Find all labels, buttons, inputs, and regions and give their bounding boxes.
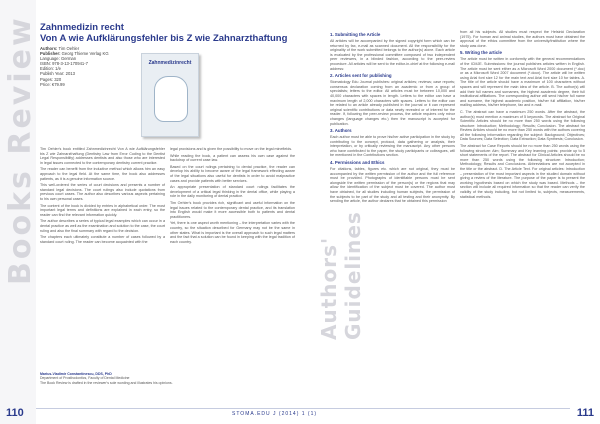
book-cover-title: Zahnmedizinrecht xyxy=(148,60,192,66)
paragraph: from all his subjects. All studies must respect the Helsinki Declaration (1975). For human and animal studies, the authors must have obtained the approval of the ethics committee from the university/institution where the study was done. xyxy=(460,30,585,48)
review-column-1 xyxy=(40,147,165,395)
footer-rule xyxy=(36,408,570,409)
paragraph: For citations, tables, figures etc. which are not original, they must be accompanied by the written permission of the author and the full reference must be provided. Photographs of identifiable persons must be sent alongside the written permission of the person(s) or the regions that may allow the identification of the subject must be covered. The author must have obtained, for all studies including human subjects, the permission of the subjects to be part of the study and all testing and their anonymity. By sending the article, the author declares that he obtained this permission xyxy=(330,167,455,204)
paragraph: This well-ordered the series of court decisions and presents a number of standard legal decisions. The court rulings also include quotations from previous court cases. The author also describes various aspects pertaining to his own personal cases. xyxy=(40,183,165,201)
section-heading: 2. Articles sent for publishing xyxy=(330,73,392,79)
article-title xyxy=(40,22,320,44)
page-number-left: 110 xyxy=(6,407,24,419)
article-title-line2: Von A wie Aufklärungsfehler bis Z wie Zahnarzthaftung xyxy=(40,33,288,44)
paragraph: While reading the book, a patient can assess his own case against the backdrop of current case law. xyxy=(170,153,295,163)
guidelines-column-2 xyxy=(460,30,585,410)
paragraph: The article must be written in conformity with the general recommendations of the ICMJE. Submissions: the journal publishes articles written in English. The article must be sent either as a Microsoft Word 2000 document (*.doc) or as a Microsoft Word 2007 document (*.docx). The article will be written using Arial font size 12 for the main text and Arial font size 10 for tables. A. The title of the article should have a maximum of 100 characters without spaces and will represent the main idea of the article. B. The author(s) will add their full names and surnames, the highest academic degree, their full institutional affiliations. The corresponding author will send his/her full name and surname, the highest academic position, his/her full affiliation, his/her mailing address, his/her telephone, fax and e-mail. xyxy=(460,57,585,108)
paragraph: All articles will be accompanied by the signed copyright form which can be returned by fax, e-mail as scanned document. All the responsibility for the originality of the work submitted belongs to the author(s) alone. Each article is evaluated by the professional committee composed of two independent peer reviewers, in a blinded fashion, according to the peer-review procedure. All articles will be sent to the editor-in-chief at the following e-mail address: xyxy=(330,39,455,71)
guidelines-column-1 xyxy=(330,30,455,410)
paragraph: Tim Oehler's book provides rich, significant and useful information on the legal issues related to the contemporary dental practice, and its translation into English would make it more accessible both to patients and dental practitioners. xyxy=(170,200,295,219)
paragraph: Tim Oehler's book entitled Zahnmedizinrecht Von A wie Aufklärungsfehler bis Z wie Zahnarzthaftung (Dentistry Law from Error Coding to the Dentist Legal Responsibility) addresses dentists and also those who are interested in legal issues connected to the contemporary dentistry current practice. xyxy=(40,147,165,165)
paragraph: The abstract for Case Reports should be no more than 250 words using the following structure: Aim; Summary and Key learning points: provide up to 5 short statements of the report. The abstract for Clinical Articles should be no more than 250 words using the following structure: Introduction; Methodology; Results and Conclusions. Abbreviations are not accepted in the title or the abstract. D. The Article Text. For original articles: Introduction – presentation of the most important aspects in the studied domain without giving a review of the literature. The purpose of the paper is to present the working hypothesis based on which the study was based. Methods – the section will include all required information so that the reader can verify the validity of the study including, but not limited to, subjects, measurements, statistical methods. xyxy=(460,144,585,199)
meta-row: Price: €79.99 xyxy=(40,81,65,87)
paragraph: The reader can benefit from the inductive method which allows him an easy approach to the legal field. At the same time, the book also addresses patients, as it is a genuine information source. xyxy=(40,167,165,181)
section-heading: 3. Authors xyxy=(330,128,352,134)
paragraph: The content of the book is divided by entries in alphabetical order. The most important legal terms and definitions are explained in each entry, so the reader can find the relevant information quickly. xyxy=(40,203,165,217)
tooth-illustration xyxy=(154,76,188,122)
meta-row: Pages: 320 xyxy=(40,76,62,82)
reviewer-name: Marius-Vladimir Constantinescu, DDS, PhD xyxy=(40,372,112,376)
review-column-2 xyxy=(170,147,295,395)
section-label-authors-guidelines: Authors' Guidelines xyxy=(317,211,365,340)
book-metadata xyxy=(40,46,140,87)
reviewer-detail: Department of Prosthodontics, Faculty of Dental Medicine xyxy=(40,376,130,381)
reviewer-note: The Book Review is drafted in the reviewer's sole wording and illustrates his opinions. xyxy=(40,380,173,385)
journal-citation: STOMA.EDU J (2014) 1 (1) xyxy=(232,411,318,417)
paragraph: The author describes a series of typical legal examples which can occur in a dental practice as well as the examination and solution to the case, the court ruling and also the final summary with regard to the decision. xyxy=(40,219,165,233)
reviewer-info xyxy=(40,372,290,385)
paragraph: legal provisions and is given the possibility to move on the legal minefields. xyxy=(170,147,293,151)
section-label-books-review: Books Review xyxy=(3,15,38,285)
meta-row: Language: German xyxy=(40,56,77,62)
book-cover-image xyxy=(141,53,199,137)
page-number-right: 111 xyxy=(576,407,594,419)
paragraph: An appropriate presentation of standard court rulings facilitates the development of a critical legal thinking in the dental office, while playing a role in the daily monitoring of dental practice. xyxy=(170,185,295,199)
paragraph: Based on the court rulings pertaining to dental practice, the reader can develop his ability to become aware of the legal framework effecting aware of the legal situations also useful for dentists in order to avoid malpractice cases and provide patients with better services. xyxy=(170,164,295,183)
meta-row: Authors: Tim Oehler xyxy=(40,46,80,51)
meta-row: Publish Year: 2013 xyxy=(40,71,75,77)
meta-row: Edition: 1/e xyxy=(40,66,61,72)
section-heading: 5. Writing the article xyxy=(460,50,502,56)
section-heading: 4. Permissions and Ethics xyxy=(330,160,385,166)
paragraph: Stomatology Edu Journal publishes: original articles; reviews; case reports; consensus declaration coming from an academic or from a group of specialists; letters to the editor. All articles must be between 10,000 and 40,000 characters with spaces in length. Letters to the editor can have a maximum length of 2,000 characters with spaces. Letters to the editor can be related to an article already published in the journal or it can represent original scientific contributions or data newly revealed or of interest for the reader. If, following the peer-review process, the article requires only minor changes (language changes etc.) then the manuscript is accepted for publication. xyxy=(330,80,455,126)
paragraph: C. The abstract can have a maximum 250 words. After the abstract, the author(s) must mention a maximum of 5 keywords. The abstract for Original Scientific Articles should be no more than 250 words using the following structure: Introduction; Methodology; Results; Conclusion. The abstract for Review Articles should be no more than 250 words with the authors covering all the following information regarding the subject: Background; Objectives; Data Sources; Data Selection; Data Extraction; Data Synthesis; Conclusion. xyxy=(460,109,585,142)
section-heading: 1. Submitting the Article xyxy=(330,32,381,37)
meta-row: Publisher: Georg Thieme Verlag KG xyxy=(40,51,109,57)
paragraph: The chapters each ultimately constitute a number of cases followed by a standard court ruling. The reader can become acquainted with the xyxy=(40,235,165,244)
meta-row: ISBN: 978-3-13-170941-7 xyxy=(40,61,88,67)
paragraph: Each author must be able to prove his/her active participation in the study by contributing to the concept, protocol, data gathering or analysis, their interpretation, or by critically reviewing the manuscript. Any other persons who have contributed to the paper, the study participants or colleagues, will be mentioned in the Contributions section. xyxy=(330,135,455,158)
paragraph: Yet, there is one aspect worth mentioning – the interpretation varies with the country, so the situation described for Germany may not be the same in other states. What is important is the overall approach to such legal matters and the fact that a solution can be found in keeping with the legal tradition of each country. xyxy=(170,221,295,244)
article-title-line1: Zahnmedizin recht xyxy=(40,22,124,33)
